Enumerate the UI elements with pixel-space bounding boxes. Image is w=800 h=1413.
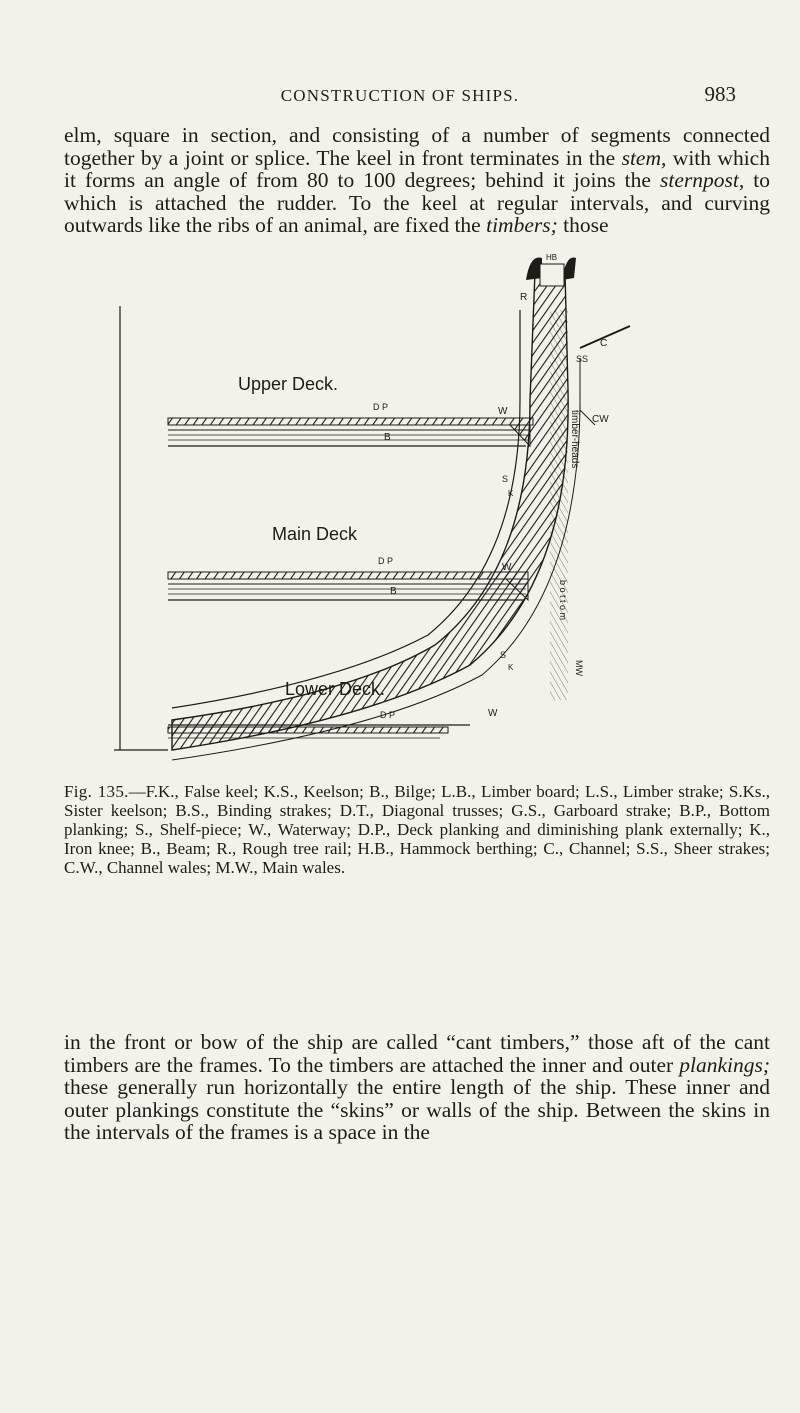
text-segment: with which it forms an angle of from 80 to 100 degrees; behind it joins the xyxy=(64,145,770,192)
text-segment: to which is attached the rudder. To the keel at regular intervals, and curving outwards like the ribs of an animal, are fixed the xyxy=(64,168,770,237)
lower-deck-label: Lower Deck. xyxy=(285,679,386,699)
text-segment: in the front or bow of the ship are called “cant timbers,” those aft of the cant timbers are the frames. To the timbers are attached the inner and outer xyxy=(64,1030,770,1077)
ship-section-drawing xyxy=(110,250,690,770)
upper-deck-label: Upper Deck. xyxy=(238,374,339,394)
running-head xyxy=(0,82,800,112)
term-stem: stem, xyxy=(621,145,667,170)
term-sternpost: sternpost, xyxy=(660,168,745,192)
label-r: R xyxy=(520,292,528,303)
upper-deck-planking xyxy=(168,418,533,425)
term-plankings: plankings; xyxy=(679,1052,770,1077)
term-timbers: timbers; xyxy=(486,213,558,237)
label-cw: CW xyxy=(592,414,609,425)
label-c: C xyxy=(600,338,608,349)
label-w: W xyxy=(502,562,512,573)
label-dp: D P xyxy=(380,710,396,720)
label-w: W xyxy=(488,708,498,719)
main-deck-planking xyxy=(168,572,528,579)
body-paragraph-bottom xyxy=(64,1031,770,1144)
label-k: K xyxy=(508,663,514,672)
label-k: K xyxy=(508,489,514,498)
lower-deck-planking xyxy=(168,727,448,733)
vertical-label-bottom: b o t t o m xyxy=(558,580,568,621)
text-segment: those xyxy=(557,213,609,237)
label-b: B xyxy=(384,432,391,443)
caption-text: —F.K., False keel; K.S., Keelson; B., Bilge; L.B., Limber board; L.S., Limber strake; S.Ks., Sister keelson; B.S., Binding strakes; D.T., Diagonal trusses; G.S., Garboard strake; B.P., Bottom planking; S., Shelf-piece; W., Waterway; D.P., Deck planking and diminishing plank externally; K., Iron knee; B., Beam; R., Rough tree rail; H.B., Hammock berthing; C., Channel; S.S., Sheer strakes; C.W., Channel wales; M.W., Main wales. xyxy=(64,782,770,877)
vertical-strakes xyxy=(550,310,568,700)
ship-section-figure xyxy=(110,250,690,770)
label-dp: D P xyxy=(373,402,389,412)
label-dp: D P xyxy=(378,556,394,566)
label-hb: HB xyxy=(546,253,558,262)
page-number: 983 xyxy=(704,82,736,106)
label-s: S xyxy=(502,474,509,484)
figure-number: Fig. 135. xyxy=(64,782,129,801)
vertical-label-timber-heads: timber-heads xyxy=(569,410,580,469)
body-paragraph-top xyxy=(64,124,770,237)
main-deck-label: Main Deck xyxy=(272,524,358,544)
text-segment: these generally run horizontally the entire length of the ship. These inner and outer plankings constitute the “skins” or walls of the ship. Between the skins in the intervals of the frames is a space in the xyxy=(64,1075,770,1144)
label-w: W xyxy=(498,406,508,417)
label-mw: MW xyxy=(574,660,584,676)
label-ss: SS xyxy=(576,354,589,364)
label-s: S xyxy=(500,650,507,660)
running-title: CONSTRUCTION OF SHIPS. xyxy=(280,86,520,105)
figure-caption xyxy=(64,782,770,877)
label-b: B xyxy=(390,586,397,597)
text-segment: elm, square in section, and consisting of a number of segments connected together by a joint or splice. The keel in front terminates in the xyxy=(64,123,770,170)
